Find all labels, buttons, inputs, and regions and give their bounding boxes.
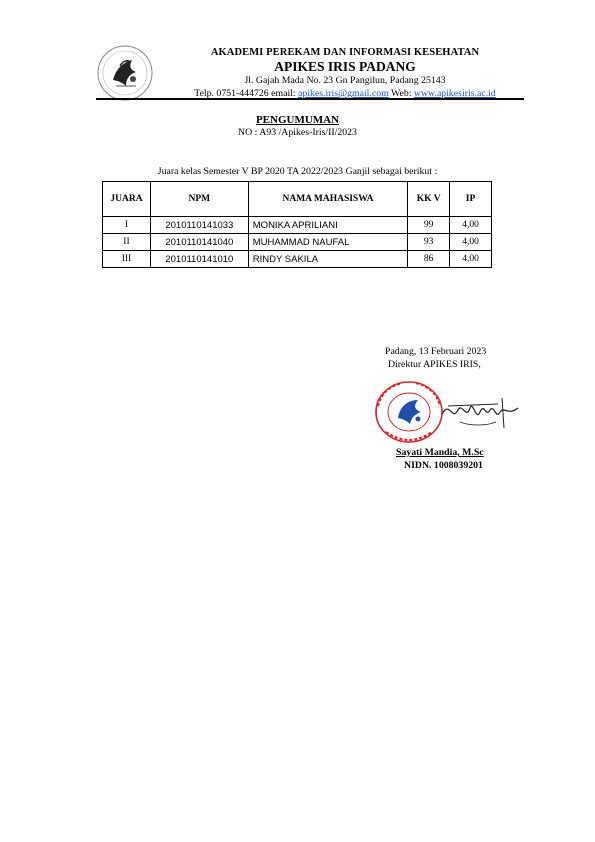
- announcement-intro: Juara kelas Semester V BP 2020 TA 2022/2023 Ganjil sebagai berikut :: [157, 166, 438, 177]
- institution-name: AKADEMI PEREKAM DAN INFORMASI KESEHATAN: [210, 47, 480, 58]
- web-label: Web:: [391, 88, 412, 99]
- cell-kkv: 86: [408, 251, 450, 268]
- cell-npm: 2010110141040: [150, 234, 248, 251]
- signature-scribble-icon: [440, 392, 520, 432]
- cell-juara: III: [103, 251, 151, 268]
- signature-role: Direktur APIKES IRIS,: [388, 359, 481, 370]
- header-nama: NAMA MAHASISWA: [248, 182, 407, 217]
- cell-kkv: 99: [408, 217, 450, 234]
- header-juara: JUARA: [103, 182, 151, 217]
- table-row: [103, 217, 492, 234]
- cell-juara: II: [103, 234, 151, 251]
- results-table: [102, 181, 492, 268]
- cell-ip: 4,00: [450, 217, 492, 234]
- cell-ip: 4,00: [450, 251, 492, 268]
- web-link[interactable]: www.apikesiris.ac.id: [413, 88, 496, 99]
- institution-address: Jl. Gajah Mada No. 23 Gn Pangilun, Padang 25143: [244, 75, 446, 86]
- signature-place-date: Padang, 13 Februari 2023: [385, 346, 487, 357]
- header-divider: [96, 98, 524, 100]
- table-row: [103, 234, 492, 251]
- table-header-row: [103, 182, 492, 217]
- header-npm: NPM: [150, 182, 248, 217]
- institution-short-name: APIKES IRIS PADANG: [274, 59, 416, 74]
- cell-nama: RINDY SAKILA: [248, 251, 407, 268]
- cell-npm: 2010110141010: [150, 251, 248, 268]
- header-ip: IP: [450, 182, 492, 217]
- announcement-title: PENGUMUMAN: [255, 114, 340, 126]
- email-label: email:: [271, 88, 296, 99]
- cell-npm: 2010110141033: [150, 217, 248, 234]
- cell-juara: I: [103, 217, 151, 234]
- cell-nama: MUHAMMAD NAUFAL: [248, 234, 407, 251]
- official-stamp-icon: [372, 378, 446, 446]
- phone-text: Telp. 0751-444726: [194, 88, 269, 99]
- table-row: [103, 251, 492, 268]
- announcement-number: NO : A93 /Apikes-Iris/II/2023: [238, 127, 357, 138]
- email-link[interactable]: apikes.iris@gmail.com: [298, 88, 389, 99]
- signatory-nidn: NIDN. 1008039201: [404, 460, 483, 471]
- cell-kkv: 93: [408, 234, 450, 251]
- cell-nama: MONIKA APRILIANI: [248, 217, 407, 234]
- signatory-name: Sayati Mandia, M.Sc: [396, 447, 484, 458]
- institution-logo-icon: [96, 44, 154, 102]
- header-kkv: KK V: [408, 182, 450, 217]
- cell-ip: 4,00: [450, 234, 492, 251]
